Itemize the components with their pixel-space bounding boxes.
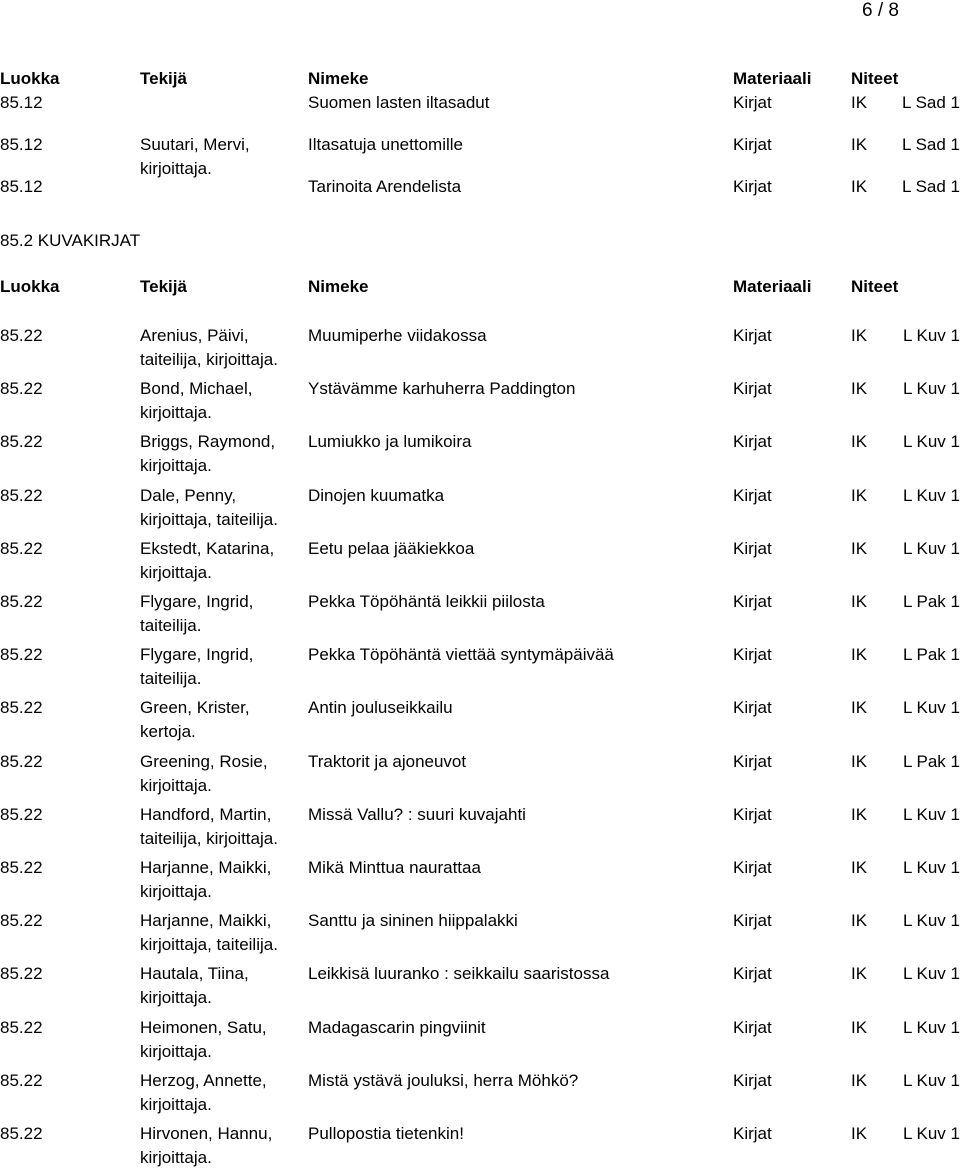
cell-luokka: 85.22 xyxy=(0,538,43,558)
cell-tekija-rooli: kirjoittaja. xyxy=(140,775,212,795)
cell-nimeke: Lumiukko ja lumikoira xyxy=(308,432,472,452)
cell-nimeke: Pekka Töpöhäntä leikkii piilosta xyxy=(308,592,545,611)
cell-tekija: Handford, Martin, xyxy=(140,804,272,824)
cell-luokka: 85.22 xyxy=(0,592,43,611)
cell-materiaali: Kirjat xyxy=(733,964,772,984)
cell-sijainti: L Pak 1 xyxy=(902,751,960,771)
table-row xyxy=(0,1070,960,1114)
cell-kirjasto: IK xyxy=(851,858,868,877)
cell-sijainti: L Kuv 1 xyxy=(902,379,960,399)
cell-sijainti: L Kuv 1 xyxy=(902,1124,960,1143)
cell-tekija: Arenius, Päivi, xyxy=(140,326,249,345)
cell-kirjasto: IK xyxy=(851,804,868,824)
cell-nimeke: Leikkisä luuranko : seikkailu saaristossa xyxy=(308,964,610,984)
cell-materiaali: Kirjat xyxy=(733,592,772,611)
cell-nimeke: Missä Vallu? : suuri kuvajahti xyxy=(308,804,526,824)
cell-materiaali: Kirjat xyxy=(733,858,772,877)
table1-header xyxy=(0,68,960,90)
cell-materiaali: Kirjat xyxy=(733,432,772,452)
cell-luokka: 85.22 xyxy=(0,326,43,345)
cell-tekija-rooli: taiteilija, kirjoittaja. xyxy=(140,350,278,369)
cell-luokka: 85.22 xyxy=(0,964,43,984)
header-nimeke: Nimeke xyxy=(308,69,369,88)
cell-kirjasto: IK xyxy=(851,1124,868,1143)
cell-tekija: Green, Krister, xyxy=(140,698,250,718)
cell-kirjasto: IK xyxy=(851,432,868,452)
cell-sijainti: L Kuv 1 xyxy=(902,485,960,505)
cell-materiaali: Kirjat xyxy=(733,485,772,505)
cell-materiaali: Kirjat xyxy=(733,1017,772,1037)
cell-tekija: Suutari, Mervi, xyxy=(140,135,250,154)
cell-tekija: Heimonen, Satu, xyxy=(140,1017,267,1037)
cell-luokka: 85.22 xyxy=(0,911,43,931)
cell-luokka: 85.22 xyxy=(0,485,43,505)
cell-sijainti: L Kuv 1 xyxy=(902,326,960,345)
cell-materiaali: Kirjat xyxy=(733,645,772,665)
cell-luokka: 85.12 xyxy=(0,177,43,196)
header-niteet: Niteet xyxy=(851,277,899,296)
cell-sijainti: L Kuv 1 xyxy=(902,432,960,452)
cell-tekija-rooli: kirjoittaja. xyxy=(140,403,212,423)
header-tekija: Tekijä xyxy=(140,69,187,88)
cell-tekija-rooli: kirjoittaja. xyxy=(140,1148,212,1167)
cell-nimeke: Tarinoita Arendelista xyxy=(308,177,462,196)
cell-nimeke: Dinojen kuumatka xyxy=(308,485,445,505)
cell-tekija-rooli: kirjoittaja. xyxy=(140,1094,212,1114)
cell-sijainti: L Kuv 1 xyxy=(902,1017,960,1037)
table-row xyxy=(0,485,960,529)
table-row xyxy=(0,910,960,955)
table-row xyxy=(0,1123,960,1167)
cell-nimeke: Suomen lasten iltasadut xyxy=(308,93,490,112)
cell-tekija: Hirvonen, Hannu, xyxy=(140,1124,273,1143)
cell-kirjasto: IK xyxy=(851,177,868,196)
header-niteet: Niteet xyxy=(851,69,899,88)
table-row xyxy=(0,697,960,742)
cell-nimeke: Madagascarin pingviinit xyxy=(308,1017,486,1037)
cell-nimeke: Pullopostia tietenkin! xyxy=(308,1124,464,1143)
cell-sijainti: L Sad 1 xyxy=(902,177,960,196)
cell-nimeke: Iltasatuja unettomille xyxy=(308,135,463,154)
header-luokka: Luokka xyxy=(0,69,60,88)
table-row xyxy=(0,538,960,582)
cell-luokka: 85.22 xyxy=(0,645,43,665)
cell-sijainti: L Pak 1 xyxy=(902,592,960,611)
header-materiaali: Materiaali xyxy=(733,277,812,296)
cell-luokka: 85.22 xyxy=(0,698,43,718)
header-nimeke: Nimeke xyxy=(308,277,369,296)
cell-kirjasto: IK xyxy=(851,592,868,611)
cell-nimeke: Traktorit ja ajoneuvot xyxy=(308,751,467,771)
cell-luokka: 85.22 xyxy=(0,379,43,399)
cell-materiaali: Kirjat xyxy=(733,1070,772,1090)
cell-kirjasto: IK xyxy=(851,326,868,345)
table-row xyxy=(0,325,960,369)
table-row xyxy=(0,804,960,848)
table-row xyxy=(0,591,960,635)
cell-materiaali: Kirjat xyxy=(733,538,772,558)
cell-tekija: Harjanne, Maikki, xyxy=(140,858,272,877)
cell-materiaali: Kirjat xyxy=(733,1124,772,1143)
cell-kirjasto: IK xyxy=(851,485,868,505)
cell-sijainti: L Kuv 1 xyxy=(902,538,960,558)
cell-luokka: 85.22 xyxy=(0,804,43,824)
cell-luokka: 85.12 xyxy=(0,135,43,154)
cell-materiaali: Kirjat xyxy=(733,804,772,824)
cell-tekija-rooli: taiteilija. xyxy=(140,616,202,635)
cell-kirjasto: IK xyxy=(851,379,868,399)
cell-kirjasto: IK xyxy=(851,645,868,665)
cell-nimeke: Muumiperhe viidakossa xyxy=(308,326,487,345)
cell-tekija: Flygare, Ingrid, xyxy=(140,645,254,665)
cell-sijainti: L Sad 1 xyxy=(902,93,960,112)
cell-materiaali: Kirjat xyxy=(733,379,772,399)
table-row xyxy=(0,134,960,178)
cell-kirjasto: IK xyxy=(851,911,868,931)
cell-nimeke: Antin jouluseikkailu xyxy=(308,698,453,718)
cell-materiaali: Kirjat xyxy=(733,911,772,931)
cell-luokka: 85.22 xyxy=(0,1017,43,1037)
cell-nimeke: Santtu ja sininen hiippalakki xyxy=(308,911,518,931)
cell-sijainti: L Kuv 1 xyxy=(902,964,960,984)
cell-tekija-rooli: kirjoittaja, taiteilija. xyxy=(140,935,278,955)
cell-tekija: Bond, Michael, xyxy=(140,379,253,399)
cell-nimeke: Mikä Minttua naurattaa xyxy=(308,858,481,877)
cell-sijainti: L Kuv 1 xyxy=(902,911,960,931)
cell-tekija: Flygare, Ingrid, xyxy=(140,592,254,611)
cell-tekija-rooli: taiteilija. xyxy=(140,669,202,689)
table-row xyxy=(0,857,960,901)
cell-luokka: 85.22 xyxy=(0,858,43,877)
cell-tekija: Harjanne, Maikki, xyxy=(140,911,272,931)
table-row xyxy=(0,1017,960,1061)
cell-tekija: Briggs, Raymond, xyxy=(140,432,276,452)
cell-sijainti: L Kuv 1 xyxy=(902,804,960,824)
table2-header xyxy=(0,276,960,298)
table-row xyxy=(0,751,960,795)
section-title: 85.2 KUVAKIRJAT xyxy=(0,231,141,250)
cell-tekija: Ekstedt, Katarina, xyxy=(140,538,275,558)
table-row xyxy=(0,92,960,114)
cell-luokka: 85.22 xyxy=(0,1124,43,1143)
cell-materiaali: Kirjat xyxy=(733,751,772,771)
table-row xyxy=(0,644,960,689)
cell-nimeke: Pekka Töpöhäntä viettää syntymäpäivää xyxy=(308,645,614,665)
cell-nimeke: Mistä ystävä jouluksi, herra Möhkö? xyxy=(308,1070,579,1090)
cell-kirjasto: IK xyxy=(851,93,868,112)
cell-kirjasto: IK xyxy=(851,538,868,558)
cell-materiaali: Kirjat xyxy=(733,135,772,154)
cell-luokka: 85.22 xyxy=(0,432,43,452)
cell-sijainti: L Sad 1 xyxy=(902,135,960,154)
cell-tekija-rooli: kirjoittaja. xyxy=(140,562,212,582)
cell-tekija-rooli: kirjoittaja. xyxy=(140,159,212,178)
header-tekija: Tekijä xyxy=(140,277,187,296)
cell-luokka: 85.12 xyxy=(0,93,43,112)
header-luokka: Luokka xyxy=(0,277,60,296)
cell-tekija: Hautala, Tiina, xyxy=(140,964,249,984)
cell-luokka: 85.22 xyxy=(0,751,43,771)
cell-tekija-rooli: kirjoittaja. xyxy=(140,456,212,476)
cell-nimeke: Eetu pelaa jääkiekkoa xyxy=(308,538,475,558)
cell-tekija-rooli: kertoja. xyxy=(140,722,196,742)
cell-tekija-rooli: taiteilija, kirjoittaja. xyxy=(140,828,278,848)
cell-kirjasto: IK xyxy=(851,964,868,984)
cell-sijainti: L Kuv 1 xyxy=(902,1070,960,1090)
table-row xyxy=(0,378,960,423)
cell-materiaali: Kirjat xyxy=(733,177,772,196)
cell-sijainti: L Kuv 1 xyxy=(902,698,960,718)
cell-materiaali: Kirjat xyxy=(733,698,772,718)
cell-kirjasto: IK xyxy=(851,698,868,718)
cell-tekija-rooli: kirjoittaja, taiteilija. xyxy=(140,509,278,529)
cell-kirjasto: IK xyxy=(851,1017,868,1037)
cell-tekija: Dale, Penny, xyxy=(140,485,237,505)
cell-tekija: Greening, Rosie, xyxy=(140,751,268,771)
cell-kirjasto: IK xyxy=(851,751,868,771)
cell-kirjasto: IK xyxy=(851,135,868,154)
table-row xyxy=(0,431,960,476)
cell-sijainti: L Kuv 1 xyxy=(902,858,960,877)
cell-materiaali: Kirjat xyxy=(733,93,772,112)
cell-tekija-rooli: kirjoittaja. xyxy=(140,1041,212,1061)
cell-kirjasto: IK xyxy=(851,1070,868,1090)
page-number: 6 / 8 xyxy=(862,0,899,21)
table-row xyxy=(0,963,960,1008)
cell-tekija: Herzog, Annette, xyxy=(140,1070,267,1090)
header-materiaali: Materiaali xyxy=(733,69,812,88)
cell-nimeke: Ystävämme karhuherra Paddington xyxy=(308,379,576,399)
cell-materiaali: Kirjat xyxy=(733,326,772,345)
cell-tekija-rooli: kirjoittaja. xyxy=(140,882,212,901)
cell-luokka: 85.22 xyxy=(0,1070,43,1090)
cell-tekija-rooli: kirjoittaja. xyxy=(140,988,212,1008)
cell-sijainti: L Pak 1 xyxy=(902,645,960,665)
table-row xyxy=(0,176,960,198)
